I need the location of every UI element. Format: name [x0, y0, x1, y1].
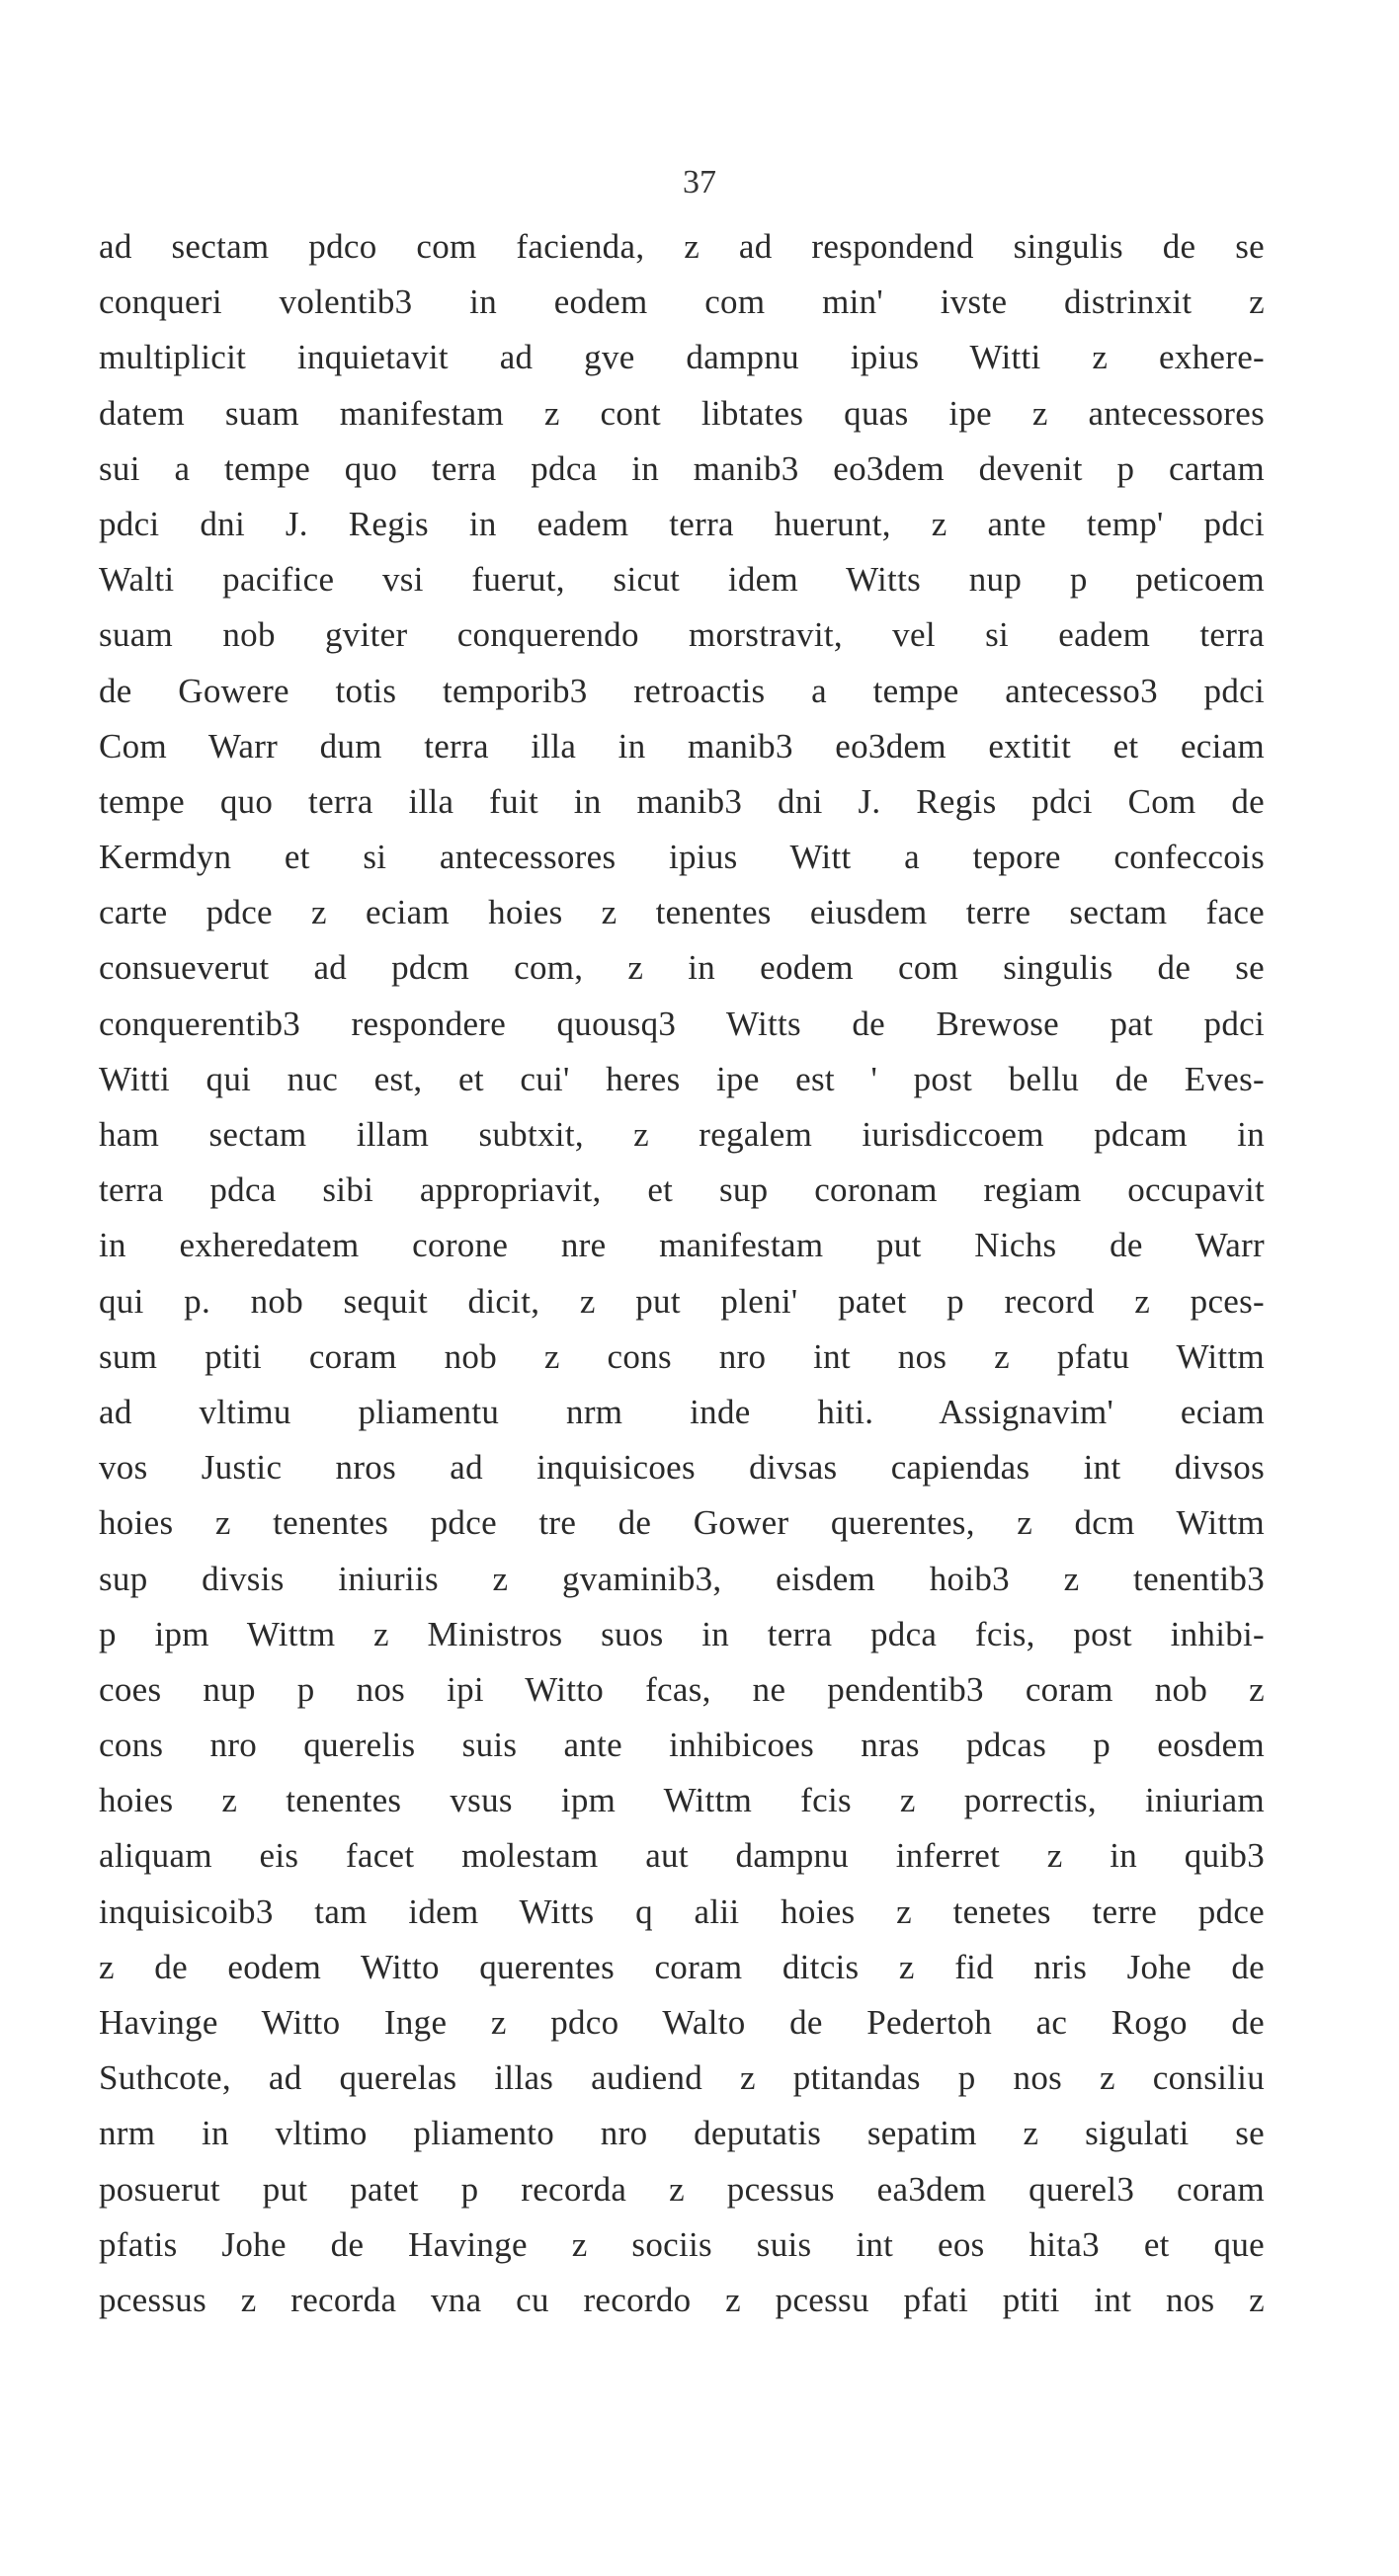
text-line: datem suam manifestam z cont libtates quas ipe z antecessores [99, 393, 1265, 433]
text-line: Suthcote, ad querelas illas audiend z ptitandas p nos z consiliu [99, 2058, 1265, 2098]
text-line: Walti pacifice vsi fuerut, sicut idem Witts nup p peticoem [99, 560, 1265, 600]
text-line: suam nob gviter conquerendo morstravit, vel si eadem terra [99, 615, 1265, 655]
text-line: conquerentib3 respondere quousq3 Witts de Brewose pat pdci [99, 1004, 1265, 1043]
text-line: aliquam eis facet molestam aut dampnu inferret z in quib3 [99, 1836, 1265, 1876]
text-line: de Gowere totis temporib3 retroactis a tempe antecesso3 pdci [99, 671, 1265, 710]
text-line: hoies z tenentes pdce tre de Gower querentes, z dcm Wittm [99, 1503, 1265, 1543]
text-line: pcessus z recorda vna cu recordo z pcessu pfati ptiti int nos z [99, 2280, 1265, 2319]
text-line: coes nup p nos ipi Witto fcas, ne pendentib3 coram nob z [99, 1669, 1265, 1709]
text-line: pdci dni J. Regis in eadem terra huerunt, z ante temp' pdci [99, 504, 1265, 543]
text-line: qui p. nob sequit dicit, z put pleni' patet p record z pces- [99, 1281, 1265, 1321]
text-line: sup divsis iniuriis z gvaminib3, eisdem hoib3 z tenentib3 [99, 1559, 1265, 1598]
text-line: sui a tempe quo terra pdca in manib3 eo3dem devenit p cartam [99, 448, 1265, 488]
text-line: Kermdyn et si antecessores ipius Witt a tepore confeccois [99, 838, 1265, 877]
text-line: conqueri volentib3 in eodem com min' ivste distrinxit z [99, 282, 1265, 322]
text-line: in exheredatem corone nre manifestam put Nichs de Warr [99, 1226, 1265, 1265]
text-line: ad vltimu pliamentu nrm inde hiti. Assignavim' eciam [99, 1392, 1265, 1431]
page-number: 37 [683, 164, 716, 201]
text-line: Witti qui nuc est, et cui' heres ipe est ' post bellu de Eves- [99, 1059, 1265, 1098]
text-line: carte pdce z eciam hoies z tenentes eiusdem terre sectam face [99, 893, 1265, 932]
text-line: ham sectam illam subtxit, z regalem iurisdiccoem pdcam in [99, 1115, 1265, 1154]
text-line: vos Justic nros ad inquisicoes divsas capiendas int divsos [99, 1448, 1265, 1488]
text-line: ad sectam pdco com facienda, z ad respondend singulis de se [99, 227, 1265, 266]
text-line: terra pdca sibi appropriavit, et sup coronam regiam occupavit [99, 1170, 1265, 1210]
text-line: posuerut put patet p recorda z pcessus ea3dem querel3 coram [99, 2169, 1265, 2209]
text-line: p ipm Wittm z Ministros suos in terra pdca fcis, post inhibi- [99, 1614, 1265, 1653]
text-line: z de eodem Witto querentes coram ditcis z fid nris Johe de [99, 1947, 1265, 1986]
text-line: inquisicoib3 tam idem Witts q alii hoies z tenetes terre pdce [99, 1892, 1265, 1931]
body-text [99, 219, 1265, 2328]
text-line: hoies z tenentes vsus ipm Wittm fcis z porrectis, iniuriam [99, 1781, 1265, 1820]
text-line: pfatis Johe de Havinge z sociis suis int eos hita3 et que [99, 2224, 1265, 2264]
text-line: sum ptiti coram nob z cons nro int nos z pfatu Wittm [99, 1336, 1265, 1376]
text-line: cons nro querelis suis ante inhibicoes nras pdcas p eosdem [99, 1726, 1265, 1765]
text-line: consueverut ad pdcm com, z in eodem com singulis de se [99, 948, 1265, 988]
text-line: tempe quo terra illa fuit in manib3 dni J. Regis pdci Com de [99, 781, 1265, 821]
text-line: multiplicit inquietavit ad gve dampnu ipius Witti z exhere- [99, 338, 1265, 377]
text-line: Havinge Witto Inge z pdco Walto de Pedertoh ac Rogo de [99, 2003, 1265, 2042]
text-line: nrm in vltimo pliamento nro deputatis sepatim z sigulati se [99, 2114, 1265, 2153]
text-line: Com Warr dum terra illa in manib3 eo3dem extitit et eciam [99, 726, 1265, 765]
